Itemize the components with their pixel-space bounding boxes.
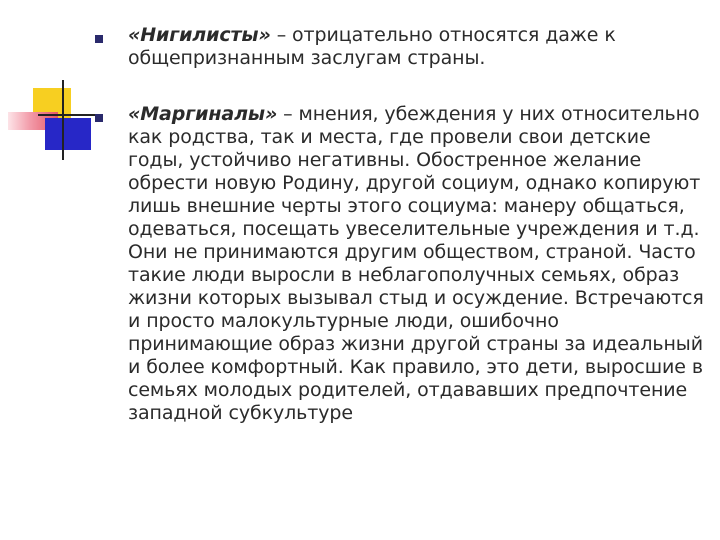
bullet-text bbox=[128, 24, 708, 70]
bullet-description: – отрицательно относятся даже к общепризнанным заслугам страны. bbox=[128, 24, 616, 69]
square-bullet-icon bbox=[95, 114, 103, 122]
vertical-line bbox=[62, 80, 64, 160]
bullet-term: «Маргиналы» bbox=[128, 103, 278, 125]
bullet-term: «Нигилисты» bbox=[128, 24, 271, 46]
decorative-logo bbox=[0, 0, 110, 170]
horizontal-line bbox=[38, 114, 100, 116]
blue-square bbox=[45, 118, 91, 150]
bullet-description: – мнения, убеждения у них относительно как родства, так и места, где провели свои детские годы, устойчиво негативны. Обостренное желание обрести новую Родину, другой социум, однако копируют лишь внешние черты этого социума: манеру общаться, одеваться, посещать увеселительные учреждения и т.д. Они не принимаются другим обществом, страной. Часто такие люди выросли в неблагополучных семьях, образ жизни которых вызывал стыд и осуждение. Встречаются и просто малокультурные люди, ошибочно принимающие образ жизни другой страны за идеальный и более комфортный. Как правило, это дети, выросшие в семьях молодых родителей, отдававших предпочтение западной субкультуре bbox=[128, 103, 704, 424]
bullet-text bbox=[128, 103, 708, 425]
square-bullet-icon bbox=[95, 35, 103, 43]
